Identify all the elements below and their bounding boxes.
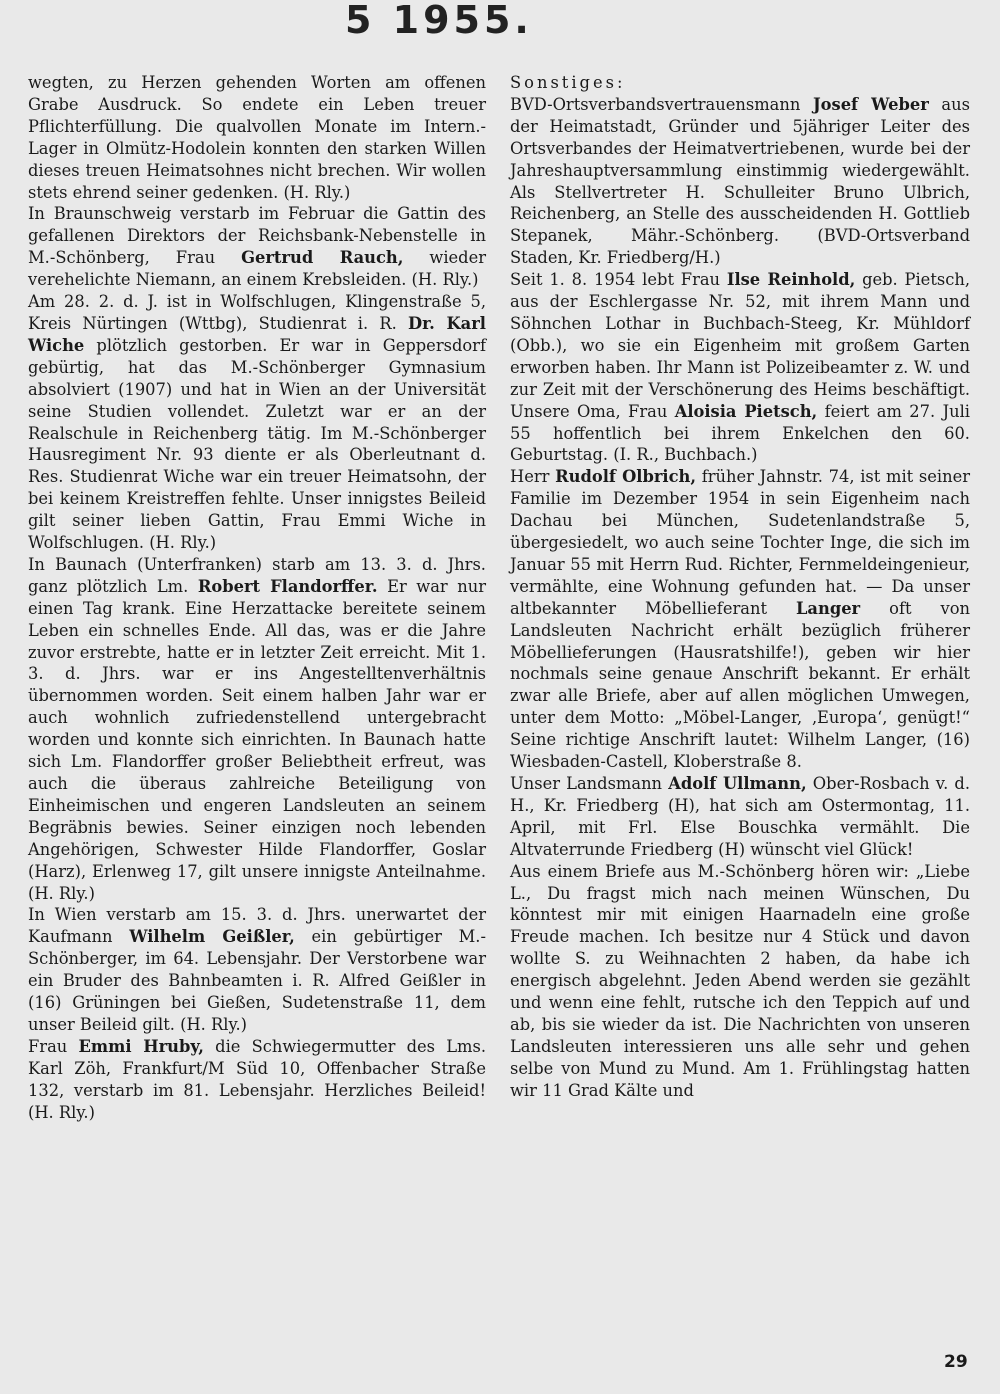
person-name: Adolf Ullmann, [668,774,807,793]
obituary-paragraph-hruby [28,1036,486,1124]
person-name: Dr. Karl Wiche [28,313,486,355]
news-paragraph-letter [510,861,970,1102]
section-heading-sonstiges: Sonstiges: [510,73,626,92]
paragraph-text: ein gebürtiger M.-Schönberger, im 64. Lebensjahr. Der Verstorbene war ein Bruder des Bahnbeamten i. R. Alfred Geißler in (16) Grüningen bei Gießen, Sudetenstraße 11, dem unser Beileid gilt. (H. Rly.) [28,927,486,1034]
paragraph-text: BVD-Ortsverbandsvertrauensmann [510,94,813,114]
paragraph-text: Frau [28,1036,79,1056]
left-column [28,72,486,1124]
paragraph-text: plötzlich gestorben. Er war in Geppersdorf gebürtig, hat das M.-Schönberger Gymnasium absolviert (1907) und hat in Wien an der Universität seine Studien vollendet. Zuletzt war er an der Realschule in Reichenberg tätig. Im M.-Schönberger Hausregiment Nr. 93 diente er als Oberleutnant d. Res. Studienrat Wiche war ein treuer Heimatsohn, der bei keinem Kreistreffen fehlte. Unser innigstes Beileid gilt seiner lieben Gattin, Frau Emmi Wiche in Wolfschlugen. (H. Rly.) [28,335,486,553]
paragraph-text: In Wien verstarb am 15. 3. d. Jhrs. unerwartet der Kaufmann [28,905,486,947]
news-paragraph-olbrich [510,466,970,773]
paragraph-text: In Baunach (Unterfranken) starb am 13. 3. d. Jhrs. ganz plötzlich Lm. [28,554,486,596]
paragraph-text: In Braunschweig verstarb im Februar die Gattin des gefallenen Direktors der Reichsbank-Nebenstelle in M.-Schönberg, Frau [28,204,486,268]
paragraph-text: geb. Pietsch, aus der Eschlergasse Nr. 52, mit ihrem Mann und Söhnchen Lothar in Buchbach-Steeg, Kr. Mühldorf (Obb.), wo sie ein Eigenheim mit großem Garten erworben haben. Ihr Mann ist Polizeibeamter z. W. und zur Zeit mit der Verschönerung des Heims beschäftigt. Unsere Oma, Frau [510,270,970,421]
person-name: Emmi Hruby, [78,1036,204,1056]
paragraph-text: früher Jahnstr. 74, ist mit seiner Familie im Dezember 1954 in sein Eigenheim nach Dachau bei München, Sudetenlandstraße 5, übergesiedelt, wo auch seine Tochter Inge, die sich im Januar 55 mit Herrn Rud. Richter, Fernmeldeingenieur, vermählte, eine Wohnung gefunden hat. — Da unser altbekannter Möbellieferant [510,467,971,618]
news-paragraph-reinhold [510,269,970,466]
person-name: Wilhelm Geißler, [129,927,295,947]
person-name: Aloisia Pietsch, [674,401,818,421]
paragraph-text: wieder verehelichte Niemann, an einem Krebsleiden. (H. Rly.) [28,248,486,290]
right-column [510,72,970,1102]
paragraph-text: Er war nur einen Tag krank. Eine Herzattacke bereitete seinem Leben ein schnelles Ende. All das, was er die Jahre zuvor erstrebte, hatte er in letzter Zeit erreicht. Mit 1. 3. d. Jhrs. war er ins Angestelltenverhältnis übernommen worden. Seit einem halben Jahr war er auch wohnlich zufriedenstellend untergebracht worden und konnte sich einrichten. In Baunach hatte sich Lm. Flandorffer großer Beliebtheit erfreut, was auch die überaus zahlreiche Beteiligung von Einheimischen und engeren Landsleuten an seinem Begräbnis bewies. Seiner einzigen noch lebenden Angehörigen, Schwester Hilde Flandorffer, Goslar (Harz), Erlenweg 17, gilt unsere innigste Anteilnahme. (H. Rly.) [28,576,487,903]
paragraph-text: Herr [510,467,556,487]
paragraph-text: Am 28. 2. d. J. ist in Wolfschlugen, Klingenstraße 5, Kreis Nürtingen (Wttbg), Studienrat i. R. [28,292,486,333]
news-paragraph-ullmann [510,773,970,861]
paragraph-text: oft von Landsleuten Nachricht erhält bezüglich früherer Möbellieferungen (Hausratshilfe!), geben wir hier nochmals seine genaue Anschrift bekannt. Er erhält zwar alle Briefe, aber auf allen möglichen Umwegen, unter dem Motto: „Möbel-Langer, ‚Europa‘, genügt!“ Seine richtige Anschrift lautet: Wilhelm Langer, (16) Wiesbaden-Castell, Kloberstraße 8. [510,598,970,772]
paragraph-text: Seit 1. 8. 1954 lebt Frau [510,270,727,290]
person-name: Josef Weber [812,94,929,114]
obituary-paragraph-wiche [28,291,486,554]
page-header-date: 5 1955. [345,0,533,42]
news-paragraph-weber [510,94,970,269]
paragraph-text: Ober-Rosbach v. d. H., Kr. Friedberg (H), hat sich am Ostermontag, 11. April, mit Frl. Else Bouschka vermählt. Die Altvaterrunde Friedberg (H) wünscht viel Glück! [510,774,971,859]
person-name: Ilse Reinhold, [726,270,856,290]
person-name: Rudolf Olbrich, [555,467,697,487]
paragraph-text: Aus einem Briefe aus M.-Schönberg hören wir: „Liebe L., Du fragst mich nach meinen Wünschen, Du könntest mir mit einigen Haarnadeln eine große Freude machen. Ich besitze nur 4 Stück und davon wollte S. zu Weihnachten 2 haben, da habe ich energisch abgelehnt. Jeden Abend werden sie gezählt und wenn eine fehlt, rutsche ich den Teppich auf und ab, bis sie wieder da ist. Die Nachrichten von unseren Landsleuten interessieren uns alle sehr und gehen selbe von Mund zu Mund. Am 1. Frühlingstag hatten wir 11 Grad Kälte und [510,861,970,1100]
paragraph-text: die Schwiegermutter des Lms. Karl Zöh, Frankfurt/M Süd 10, Offenbacher Straße 132, verstarb im 81. Lebensjahr. Herzliches Beileid! (H. Rly.) [28,1036,486,1122]
paragraph-text: wegten, zu Herzen gehenden Worten am offenen Grabe Ausdruck. So endete ein Leben treuer Pflichterfüllung. Die qualvollen Monate im Intern.-Lager in Olmütz-Hodolein konnten den starken Willen dieses treuen Heimatsohnes nicht brechen. Wir wollen stets ehrend seiner gedenken. (H. Rly.) [28,73,486,202]
obituary-paragraph-1 [28,72,486,203]
paragraph-text: Unser Landsmann [510,774,669,793]
paragraph-text: aus der Heimatstadt, Gründer und 5jähriger Leiter des Ortsverbandes der Heimatvertriebenen, wurde bei der Jahreshauptversammlung einstimmig wiedergewählt. Als Stellvertreter H. Schulleiter Bruno Ulbrich, Reichenberg, an Stelle des ausscheidenden H. Gottlieb Stepanek, Mähr.-Schönberg. (BVD-Ortsverband Staden, Kr. Friedberg/H.) [510,94,970,268]
obituary-paragraph-geissler [28,904,486,1035]
obituary-paragraph-rauch [28,203,486,291]
person-name: Robert Flandorffer. [197,576,378,596]
paragraph-text: feiert am 27. Juli 55 hoffentlich bei ihrem Enkelchen den 60. Geburtstag. (I. R., Buchbach.) [510,401,971,465]
page-number: 29 [944,1352,968,1372]
person-name: Langer [795,598,861,618]
obituary-paragraph-flandorffer [28,554,486,905]
person-name: Gertrud Rauch, [241,248,404,268]
